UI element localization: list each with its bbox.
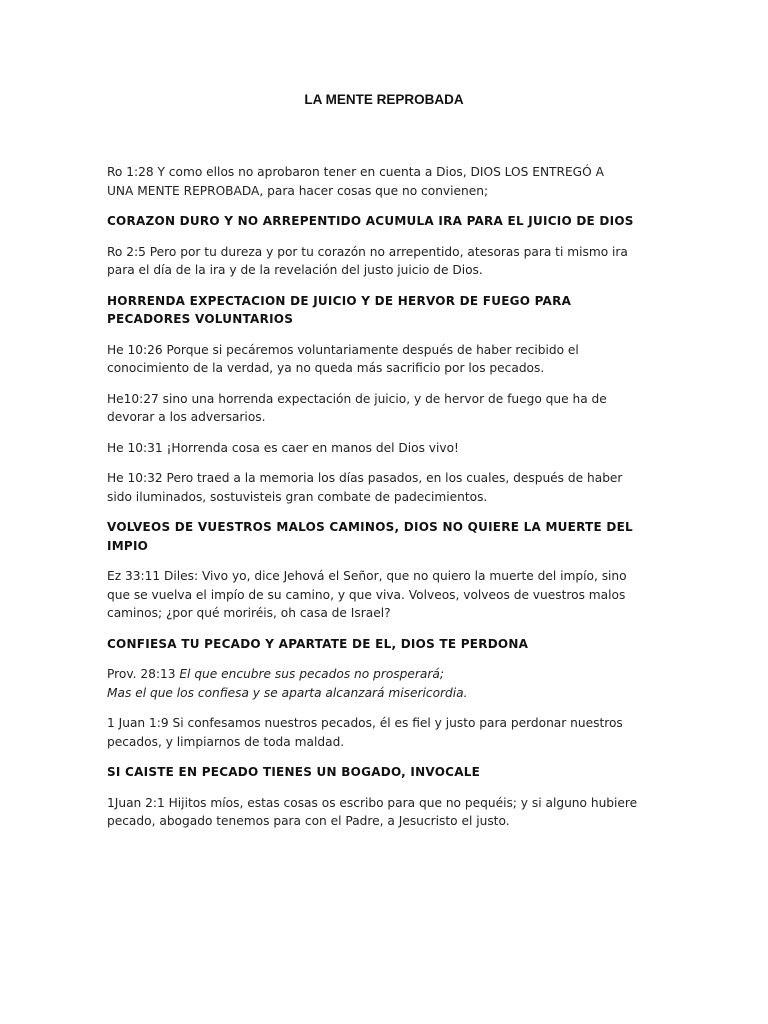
verse-paragraph [107, 567, 667, 623]
text-line [107, 359, 667, 378]
text-content: 1Juan 2:1 Hijitos míos, estas cosas os escribo para que no pequéis; y si alguno hubiere [107, 795, 638, 810]
text-content: He 10:31 ¡Horrenda cosa es caer en manos del Dios vivo! [107, 440, 459, 455]
text-line [107, 439, 667, 458]
text-line [107, 261, 667, 280]
verse-paragraph [107, 469, 667, 506]
text-content: VOLVEOS DE VUESTROS MALOS CAMINOS, DIOS NO QUIERE LA MUERTE DEL [107, 520, 633, 534]
section-heading [107, 518, 667, 555]
text-content: para el día de la ira y de la revelación del justo juicio de Dios. [107, 263, 483, 277]
text-line [107, 163, 667, 182]
text-content: Mas el que los confiesa y se aparta alcanzará misericordia. [107, 685, 468, 700]
text-content: Ro 2:5 Pero por tu dureza y por tu corazón no arrepentido, atesoras para ti mismo ira [107, 244, 628, 259]
verse-paragraph [107, 714, 667, 751]
text-content: He 10:26 Porque si pecáremos voluntariamente después de haber recibido el [107, 342, 579, 357]
verse-paragraph [107, 665, 667, 702]
text-content: Ro 1:28 Y como ellos no aprobaron tener en cuenta a Dios, DIOS LOS ENTREGÓ A [107, 165, 604, 179]
text-content: SI CAISTE EN PECADO TIENES UN BOGADO, INVOCALE [107, 765, 481, 779]
text-line [107, 586, 667, 605]
text-content: 1 Juan 1:9 Si confesamos nuestros pecados, él es fiel y justo para perdonar nuestros [107, 716, 623, 730]
text-line [107, 310, 667, 329]
section-heading [107, 212, 667, 231]
document-body [107, 163, 667, 843]
text-line [107, 182, 667, 201]
section-heading [107, 635, 667, 654]
text-line [107, 635, 667, 654]
text-content: CORAZON DURO Y NO ARREPENTIDO ACUMULA IRA PARA EL JUICIO DE DIOS [107, 214, 634, 228]
section-heading [107, 763, 667, 782]
text-line [107, 537, 667, 556]
text-line [107, 794, 667, 813]
text-line [107, 243, 667, 262]
section-heading [107, 292, 667, 329]
text-content: PECADORES VOLUNTARIOS [107, 312, 294, 326]
text-content: devorar a los adversarios. [107, 410, 266, 424]
text-line [107, 408, 667, 427]
text-line [107, 665, 667, 684]
text-content: El que encubre sus pecados no prosperará; [179, 667, 444, 681]
document-title: LA MENTE REPROBADA [304, 92, 464, 107]
text-line [107, 812, 667, 831]
text-line [107, 684, 667, 703]
verse-paragraph [107, 439, 667, 458]
text-line [107, 733, 667, 752]
text-line [107, 714, 667, 733]
text-content: que se vuelva el impío de su camino, y que viva. Volveos, volveos de vuestros malos [107, 587, 626, 602]
text-line [107, 488, 667, 507]
text-line [107, 518, 667, 537]
text-content: IMPIO [107, 538, 149, 553]
text-content: He 10:32 Pero traed a la memoria los días pasados, en los cuales, después de haber [107, 471, 623, 485]
text-content: He10:27 sino una horrenda expectación de juicio, y de hervor de fuego que ha de [107, 391, 607, 406]
text-content: UNA MENTE REPROBADA, para hacer cosas que no convienen; [107, 183, 489, 198]
text-line [107, 469, 667, 488]
verse-reference: Prov. 28:13 [107, 667, 180, 681]
text-content: caminos; ¿por qué moriréis, oh casa de Israel? [107, 606, 391, 620]
verse-paragraph [107, 390, 667, 427]
text-line [107, 567, 667, 586]
verse-paragraph [107, 163, 667, 200]
verse-paragraph [107, 243, 667, 280]
text-content: pecado, abogado tenemos para con el Padre, a Jesucristo el justo. [107, 814, 510, 828]
text-content: CONFIESA TU PECADO Y APARTATE DE EL, DIOS TE PERDONA [107, 636, 529, 651]
verse-paragraph [107, 794, 667, 831]
text-content: Ez 33:11 Diles: Vivo yo, dice Jehová el Señor, que no quiero la muerte del impío, sino [107, 569, 627, 583]
text-content: sido iluminados, sostuvisteis gran combate de padecimientos. [107, 489, 488, 504]
text-line [107, 341, 667, 360]
verse-paragraph [107, 341, 667, 378]
text-line [107, 212, 667, 231]
text-line [107, 390, 667, 409]
text-content: HORRENDA EXPECTACION DE JUICIO Y DE HERVOR DE FUEGO PARA [107, 293, 572, 308]
text-line [107, 763, 667, 782]
text-content: conocimiento de la verdad, ya no queda más sacrificio por los pecados. [107, 361, 545, 375]
text-content: pecados, y limpiarnos de toda maldad. [107, 734, 345, 749]
text-line [107, 604, 667, 623]
text-line [107, 292, 667, 311]
